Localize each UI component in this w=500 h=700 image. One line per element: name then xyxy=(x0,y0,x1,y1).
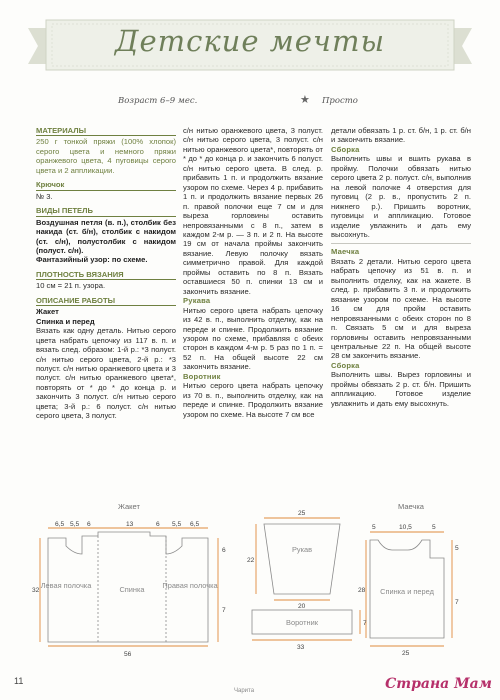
dim-sleeve-height: 22 xyxy=(247,557,255,564)
materials-heading: МАТЕРИАЛЫ xyxy=(36,126,176,136)
jacket-text-cont: с/н нитью оранжевого цвета, 3 полуст. с/н нитью серого цвета, 3 полуст. с/н нитью оранжевого цвета*, повторять от * до * до конца р. и закончить 6 полуст. с/н нитью серого цвета. В след. р. прибавить 1 п. и продолжить вязание узором по схеме. Через 4 р. прибавить 1 п. и продолжить вязание первых 26 п. правой полочки еще 7 см и для выреза горловины оставить непровязанными с 8 п., затем в каждом 2-м р. — 3 п. и 2 п. На высоте 19 см от начала проймы закончить вязание. Левую полочку вязать симметрично правой. Для каждой проймы оставить по 8 п. Вязать оставшиеся 50 п. спинки 13 см и закончить вязание. xyxy=(183,126,323,296)
dim-sleeve-top: 25 xyxy=(298,510,306,517)
dim-jacket-top-5: 5,5 xyxy=(172,521,182,528)
back-label: Спинка xyxy=(119,585,145,594)
dim-jacket-top-3: 13 xyxy=(126,521,134,528)
hook-heading: Крючок xyxy=(36,180,176,190)
dim-vest-width: 25 xyxy=(402,650,410,657)
divider xyxy=(331,243,471,244)
sleeve-heading: Рукава xyxy=(183,296,211,306)
dim-vest-top-1: 10,5 xyxy=(399,524,412,531)
dim-jacket-width: 56 xyxy=(124,651,132,658)
vest-piece-label: Спинка и перед xyxy=(380,587,434,596)
collar-heading: Воротник xyxy=(183,371,221,381)
vest-text: Вязать 2 детали. Нитью серого цвета набрать цепочку из 51 в. п. и выполнить отделку, как на жакете. В след. р. прибавить 3 п. и продолжить вязание узором по схеме. На высоте 16 см для пройм оставить непровязанными с обеих сторон по 8 п. Связать 5 см и для выреза горловины оставить непровязанными центральные 22 п. На общей высоте 28 см закончить вязание. xyxy=(331,256,471,361)
header-banner xyxy=(28,6,472,78)
sleeve-text: Нитью серого цвета набрать цепочку из 42 в. п., выполнить отделку, как на переде и спинке. Продолжить вязание узором по схеме, прибавляя с обеих сторон в каждом 4-м р. 5 раз по 1 п. = 52 п. На общей высоте 22 см закончить вязание. xyxy=(183,305,323,372)
dim-sleeve-bottom: 20 xyxy=(298,603,306,610)
jacket-heading: Жакет xyxy=(36,307,59,317)
dim-jacket-top-1: 5,5 xyxy=(70,521,80,528)
dim-vest-top-2: 5 xyxy=(432,524,436,531)
page-title: Детские мечты xyxy=(114,24,386,58)
dim-jacket-right-0: 6 xyxy=(222,547,226,554)
age-label: Возраст 6–9 мес. xyxy=(118,96,198,106)
work-heading: ОПИСАНИЕ РАБОТЫ xyxy=(36,296,176,306)
dim-jacket-right-1: 7 xyxy=(222,607,226,614)
dim-vest-height: 28 xyxy=(358,587,366,594)
dim-jacket-top-4: 6 xyxy=(156,521,160,528)
collar-text: Нитью серого цвета набрать цепочку из 70 в. п., выполнить отделку, как на переде и спинке. Продолжить вязание узором по схеме. На высоте 7 см все xyxy=(183,381,323,419)
collar-text-cont: детали обвязать 1 р. ст. б/н, 1 р. ст. б/н и закончить вязание. xyxy=(331,126,471,145)
dim-jacket-height: 32 xyxy=(32,587,40,594)
vest-heading: Маечка xyxy=(331,247,360,257)
dim-vest-right-0: 5 xyxy=(455,545,459,552)
text-column-3 xyxy=(331,126,471,408)
star-icon: ★ xyxy=(300,94,310,106)
diagrams-svg xyxy=(0,488,500,678)
materials-text: 250 г тонкой пряжи (100% хлопок) серого цвета и немного пряжи оранжевого цвета, 4 пуговицы серого цвета и 2 аппликации. xyxy=(36,137,176,175)
right-front-label: Правая полочка xyxy=(162,581,218,590)
text-column-2 xyxy=(183,126,323,419)
dim-jacket-top-6: 6,5 xyxy=(190,521,200,528)
assembly-text: Выполнить швы и вшить рукава в пройму. Полочки обвязать нитью серого цвета 2 р. полуст. с/н, выполнив на левой полочке 4 отверстия для пуговиц (2 р. в., пропустить 2 п. нижнего р.). Пришить воротник, пуговицы и аппликацию. Готовое изделие увлажнить и дать ему высохнуть. xyxy=(331,154,471,239)
hook-text: № 3. xyxy=(36,191,53,201)
diagrams-area xyxy=(0,488,500,678)
dim-collar-width: 33 xyxy=(297,644,305,651)
loops-text: Воздушная петля (в. п.), столбик без накида (ст. б/н), столбик с накидом (ст. с/н), полустолбик с накидом (полуст. с/н). xyxy=(36,217,176,255)
difficulty-label: Просто xyxy=(322,96,358,106)
sleeve-label: Рукав xyxy=(291,545,313,554)
watermark-logo: Страна Мам xyxy=(385,676,492,692)
fancy-pattern-text: Фантазийный узор: по схеме. xyxy=(36,255,148,265)
dim-jacket-top-2: 6 xyxy=(87,521,91,528)
assembly-heading: Сборка xyxy=(331,144,360,154)
vest-diagram-title: Маечка xyxy=(398,502,424,511)
density-text: 10 см = 21 п. узора. xyxy=(36,281,106,291)
dim-vest-top-0: 5 xyxy=(372,524,376,531)
page-number: 11 xyxy=(14,676,24,686)
front-back-heading: Спинка и перед xyxy=(36,316,95,326)
dim-vest-right-1: 7 xyxy=(455,599,459,606)
left-front-label: Левая полочка xyxy=(40,581,92,590)
dim-jacket-top-0: 6,5 xyxy=(55,521,65,528)
assembly2-text: Выполнить швы. Вырез горловины и проймы обвязать 2 р. ст. б/н. Пришить аппликацию. Готовое изделие увлажнить и дать ему высохнуть. xyxy=(331,370,471,408)
assembly2-heading: Сборка xyxy=(331,360,360,370)
density-heading: ПЛОТНОСТЬ ВЯЗАНИЯ xyxy=(36,270,176,280)
dim-collar-height: 7 xyxy=(363,620,367,627)
jacket-diagram-title: Жакет xyxy=(118,502,140,511)
text-column-1 xyxy=(36,126,176,421)
loops-heading: ВИДЫ ПЕТЕЛЬ xyxy=(36,206,176,216)
jacket-text: Вязать как одну деталь. Нитью серого цвета набрать цепочку из 117 в. п. и вязать след. образом: 1-й р.: *3 полуст. с/н нитью серого цвета, 2-й р.: *3 полуст. с/н нитью оранжевого цвета и 3 полуст. с/н нитью оранжевого цвета*, повторять от * до * до конца р. и закончить 3 полуст. с/н нитью серого цвета; 3-й р.: 6 полуст. с/н нитью серого цвета, 3 полуст. xyxy=(36,326,176,421)
source-label: Чарита xyxy=(234,688,255,694)
collar-label: Воротник xyxy=(286,618,318,627)
